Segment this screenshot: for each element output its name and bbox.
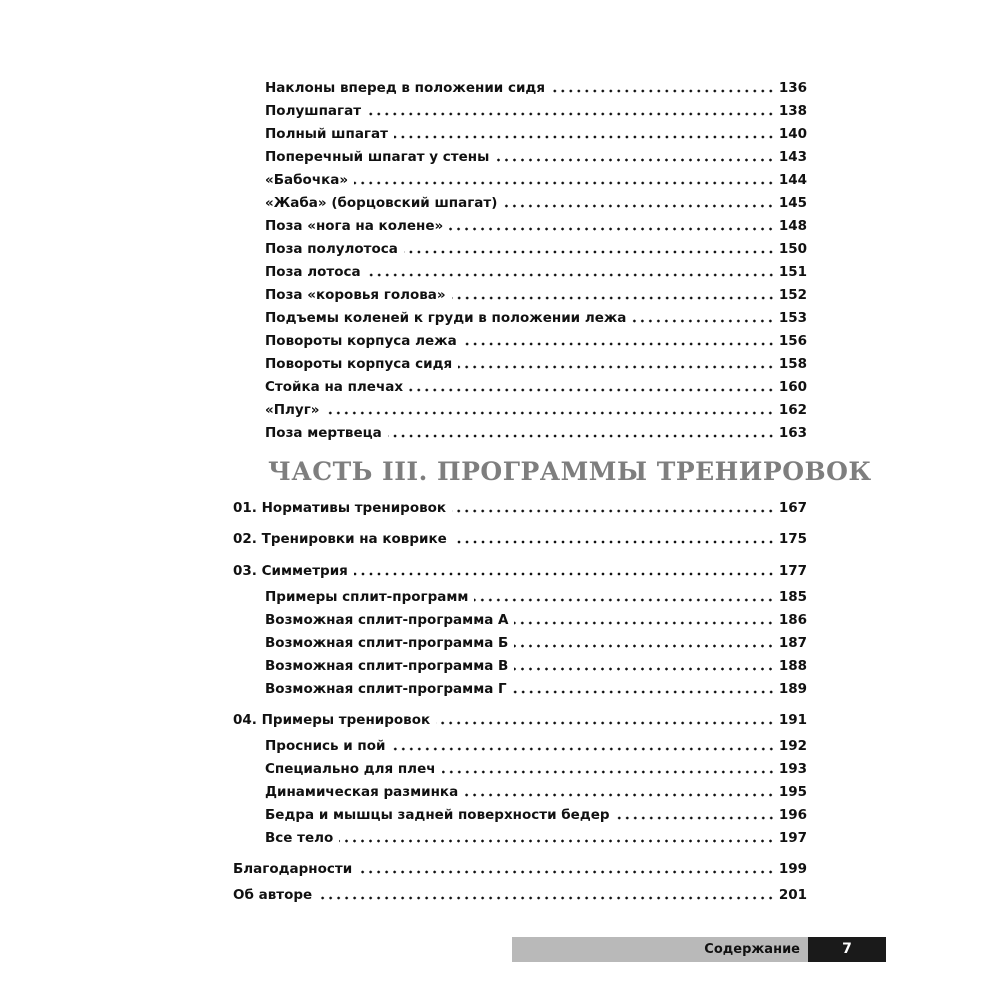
toc-entry-page: 151 (778, 264, 807, 280)
toc-entry-title: Возможная сплит-программа А (265, 612, 509, 628)
toc-entry-title: Возможная сплит-программа В (265, 658, 509, 674)
toc-entry-title: Динамическая разминка (265, 784, 459, 800)
toc-entry-title: «Жаба» (борцовский шпагат) (265, 195, 498, 211)
toc-entry-page: 177 (778, 563, 807, 579)
toc-entry-page: 145 (778, 195, 807, 211)
toc-entry-title: Полушпагат (265, 103, 362, 119)
toc-entry (265, 74, 807, 96)
footer-section-label: Содержание (704, 942, 800, 957)
toc-entry-page: 201 (778, 887, 807, 903)
toc-section-entry (233, 855, 807, 877)
dot-leader (354, 181, 775, 185)
toc-entry-title: Благодарности (233, 861, 353, 877)
toc-entry-page: 192 (778, 738, 807, 754)
toc-entry (265, 304, 807, 326)
toc-entry (265, 583, 807, 605)
toc-entry-page: 143 (778, 149, 807, 165)
toc-entry-page: 193 (778, 761, 807, 777)
toc-entry-title: Стойка на плечах (265, 379, 404, 395)
toc-entry-title: Полный шпагат (265, 126, 388, 142)
dot-leader (632, 319, 774, 323)
toc-entry-page: 150 (778, 241, 807, 257)
toc-entry-page: 189 (778, 681, 807, 697)
toc-entry (265, 189, 807, 211)
toc-entry-page: 148 (778, 218, 807, 234)
toc-entry (265, 778, 807, 800)
toc-entry-page: 153 (778, 310, 807, 326)
toc-entry-title: Поза мертвеца (265, 425, 382, 441)
dot-leader (436, 721, 775, 725)
dot-leader (503, 204, 774, 208)
toc-entry-page: 186 (778, 612, 807, 628)
dot-leader (339, 839, 775, 843)
toc-entry-title: Поза лотоса (265, 264, 361, 280)
toc-entry (265, 606, 807, 628)
dot-leader (453, 540, 775, 544)
toc-section-entry (233, 881, 807, 903)
footer-bar (512, 937, 808, 962)
toc-entry-title: Поперечный шпагат у стены (265, 149, 490, 165)
dot-leader (616, 816, 775, 820)
toc-entry-title: 01. Нормативы тренировок (233, 500, 447, 516)
toc-entry-page: 197 (778, 830, 807, 846)
dot-leader (442, 770, 775, 774)
toc-entry-page: 191 (778, 712, 807, 728)
toc-entry-title: Об авторе (233, 887, 313, 903)
dot-leader (354, 572, 775, 576)
toc-entry (265, 235, 807, 257)
toc-entry (265, 629, 807, 651)
toc-entry (265, 732, 807, 754)
toc-section-entry (233, 525, 807, 547)
toc-entry-title: Примеры сплит-программ (265, 589, 469, 605)
dot-leader (388, 434, 775, 438)
toc-entry (265, 258, 807, 280)
toc-entry-page: 163 (778, 425, 807, 441)
toc-entry-title: Все тело (265, 830, 334, 846)
toc-entry (265, 801, 807, 823)
dot-leader (514, 621, 774, 625)
toc-entry (265, 212, 807, 234)
dot-leader (514, 644, 774, 648)
toc-entry-title: 04. Примеры тренировок (233, 712, 431, 728)
dot-leader (495, 158, 774, 162)
toc-entry-title: Проснись и пой (265, 738, 386, 754)
dot-leader (463, 342, 775, 346)
dot-leader (404, 250, 775, 254)
toc-entry-page: 187 (778, 635, 807, 651)
toc-entry (265, 166, 807, 188)
toc-entry-page: 175 (778, 531, 807, 547)
toc-entry-page: 144 (778, 172, 807, 188)
dot-leader (452, 509, 775, 513)
toc-entry-page: 196 (778, 807, 807, 823)
dot-leader (514, 667, 774, 671)
toc-entry-title: Поза «коровья голова» (265, 287, 446, 303)
toc-entry-title: Наклоны вперед в положении сидя (265, 80, 545, 96)
toc-entry-title: Поза полулотоса (265, 241, 398, 257)
toc-entry-page: 156 (778, 333, 807, 349)
toc-entry (265, 97, 807, 119)
toc-entry-title: Возможная сплит-программа Г (265, 681, 507, 697)
dot-leader (367, 273, 775, 277)
footer-page-number: 7 (808, 937, 886, 962)
dot-leader (458, 365, 775, 369)
dot-leader (513, 690, 775, 694)
dot-leader (464, 793, 775, 797)
dot-leader (474, 598, 774, 602)
toc-entry-page: 199 (778, 861, 807, 877)
toc-entry (265, 281, 807, 303)
toc-entry-page: 162 (778, 402, 807, 418)
part-heading: ЧАСТЬ III. ПРОГРАММЫ ТРЕНИРОВОК (268, 457, 872, 486)
toc-entry-title: Специально для плеч (265, 761, 436, 777)
dot-leader (392, 747, 775, 751)
toc-entry-page: 140 (778, 126, 807, 142)
toc-entry (265, 652, 807, 674)
toc-entry (265, 373, 807, 395)
dot-leader (394, 135, 775, 139)
toc-entry-title: Подъемы коленей к груди в положении лежа (265, 310, 627, 326)
toc-section-entry (233, 494, 807, 516)
toc-entry-title: Повороты корпуса сидя (265, 356, 453, 372)
toc-entry-title: Бедра и мышцы задней поверхности бедер (265, 807, 610, 823)
toc-entry-page: 152 (778, 287, 807, 303)
toc-entry-page: 158 (778, 356, 807, 372)
toc-entry-title: Повороты корпуса лежа (265, 333, 457, 349)
toc-entry (265, 675, 807, 697)
toc-entry (265, 755, 807, 777)
toc-entry (265, 120, 807, 142)
toc-entry-page: 185 (778, 589, 807, 605)
toc-entry (265, 419, 807, 441)
dot-leader (452, 296, 775, 300)
toc-entry (265, 824, 807, 846)
toc-section-entry (233, 557, 807, 579)
toc-entry (265, 350, 807, 372)
toc-entry-title: Поза «нога на колене» (265, 218, 444, 234)
toc-entry-title: Возможная сплит-программа Б (265, 635, 509, 651)
toc-entry-page: 167 (778, 500, 807, 516)
dot-leader (318, 896, 775, 900)
toc-entry (265, 143, 807, 165)
dot-leader (325, 411, 774, 415)
toc-entry-page: 188 (778, 658, 807, 674)
toc-entry (265, 396, 807, 418)
toc-entry-title: «Плуг» (265, 402, 320, 418)
toc-section-entry (233, 706, 807, 728)
toc-entry-page: 160 (778, 379, 807, 395)
toc-entry (265, 327, 807, 349)
toc-entry-page: 195 (778, 784, 807, 800)
dot-leader (551, 89, 775, 93)
toc-entry-page: 138 (778, 103, 807, 119)
dot-leader (449, 227, 775, 231)
dot-leader (358, 870, 775, 874)
toc-entry-title: 03. Симметрия (233, 563, 348, 579)
dot-leader (409, 388, 775, 392)
toc-entry-title: «Бабочка» (265, 172, 349, 188)
dot-leader (367, 112, 775, 116)
toc-entry-title: 02. Тренировки на коврике (233, 531, 447, 547)
toc-entry-page: 136 (778, 80, 807, 96)
